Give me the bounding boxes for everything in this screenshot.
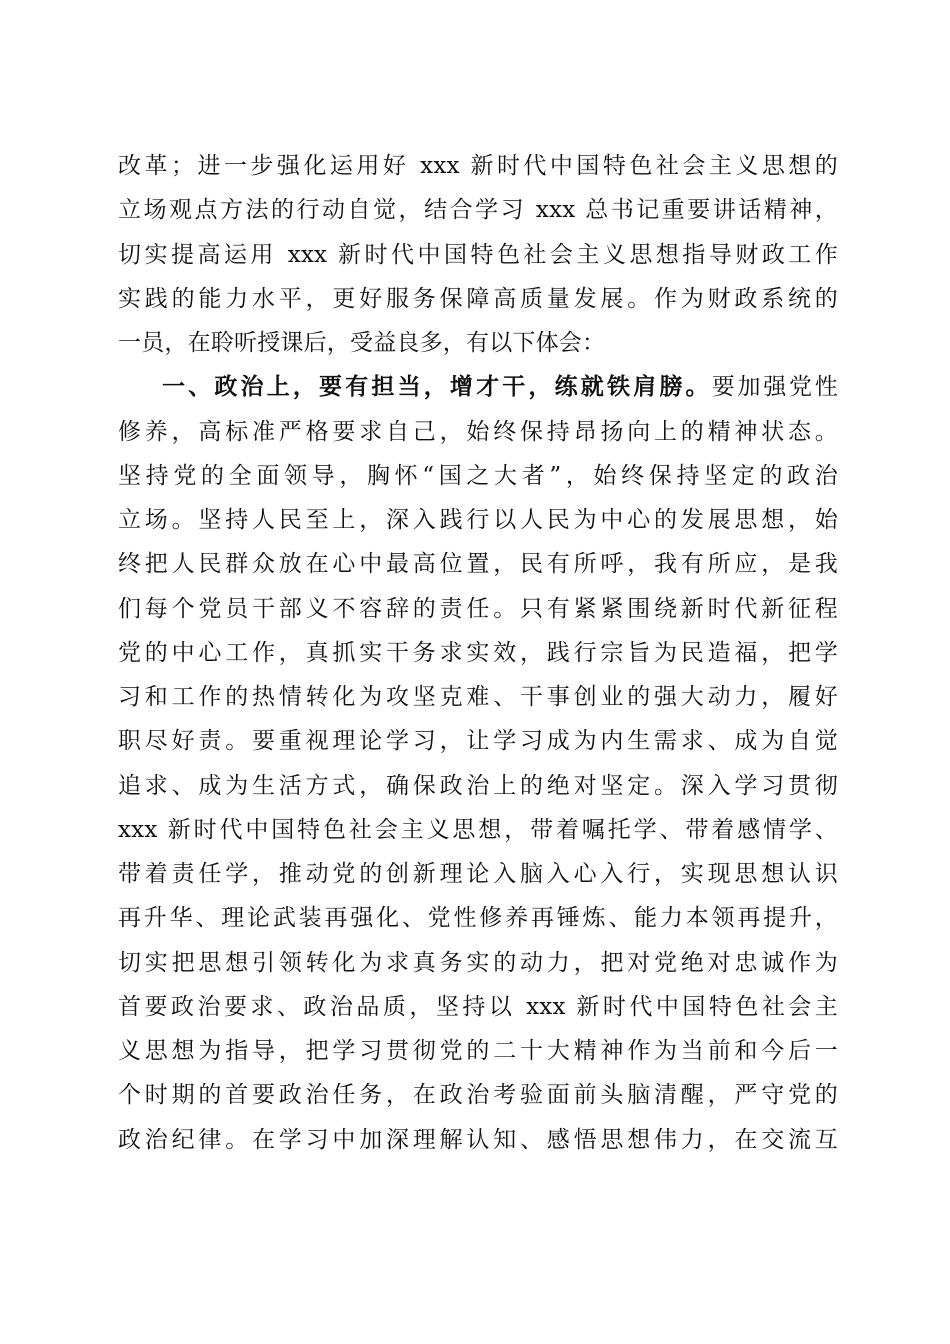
- section1-line-5: 们每个党员干部义不容辞的责任。只有紧紧围绕新时代新征程: [118, 595, 838, 622]
- intro-line-1: 改革；进一步强化运用好 xxx 新时代中国特色社会主义思想的: [118, 153, 838, 179]
- intro-line-4: 实践的能力水平，更好服务保障高质量发展。作为财政系统的: [118, 285, 838, 312]
- intro-line-2: 立场观点方法的行动自觉，结合学习 xxx 总书记重要讲话精神，: [118, 197, 838, 224]
- section1-first-line-tail: 要加强党性: [711, 374, 839, 401]
- section1-line-8: 职尽好责。要重视理论学习，让学习成为内生需求、成为自觉: [118, 728, 838, 755]
- section1-line-3: 立场。坚持人民至上，深入践行以人民为中心的发展思想，始: [118, 507, 838, 533]
- section1-line-13: 切实把思想引领转化为求真务实的动力，把对党绝对忠诚作为: [118, 949, 838, 976]
- section1-line-16: 个时期的首要政治任务，在政治考验面前头脑清醒，严守党的: [118, 1082, 838, 1109]
- intro-line-3: 切实提高运用 xxx 新时代中国特色社会主义思想指导财政工作: [118, 241, 838, 268]
- document-body: [118, 144, 838, 1162]
- section1-line-1: 修养，高标准严格要求自己，始终保持昂扬向上的精神状态。: [118, 418, 838, 445]
- section1-line-2: 坚持党的全面领导，胸怀“国之大者”，始终保持坚定的政治: [118, 462, 838, 489]
- section1-line-12: 再升华、理论武装再强化、党性修养再锤炼、能力本领再提升，: [118, 905, 838, 932]
- section1-line-15: 义思想为指导，把学习贯彻党的二十大精神作为当前和今后一: [118, 1038, 838, 1064]
- section1-heading: 一、政治上，要有担当，增才干，练就铁肩膀。: [162, 374, 712, 401]
- section1-line-14: 首要政治要求、政治品质，坚持以 xxx 新时代中国特色社会主: [118, 993, 838, 1020]
- section1-line-9: 追求、成为生活方式，确保政治上的绝对坚定。深入学习贯彻: [118, 772, 838, 799]
- section1-line-17: 政治纪律。在学习中加深理解认知、感悟思想伟力，在交流互: [118, 1126, 838, 1153]
- section1-line-11: 带着责任学，推动党的创新理论入脑入心入行，实现思想认识: [118, 861, 838, 887]
- section1-first-line: [118, 365, 838, 409]
- section1-line-7: 习和工作的热情转化为攻坚克难、干事创业的强大动力，履好: [118, 684, 838, 710]
- section1-line-10: xxx 新时代中国特色社会主义思想，带着嘱托学、带着感情学、: [118, 816, 838, 843]
- section1-line-4: 终把人民群众放在心中最高位置，民有所呼，我有所应，是我: [118, 551, 838, 578]
- section1-line-6: 党的中心工作，真抓实干务求实效，践行宗旨为民造福，把学: [118, 639, 838, 666]
- intro-line-5: 一员，在聆听授课后，受益良多，有以下体会：: [118, 330, 606, 356]
